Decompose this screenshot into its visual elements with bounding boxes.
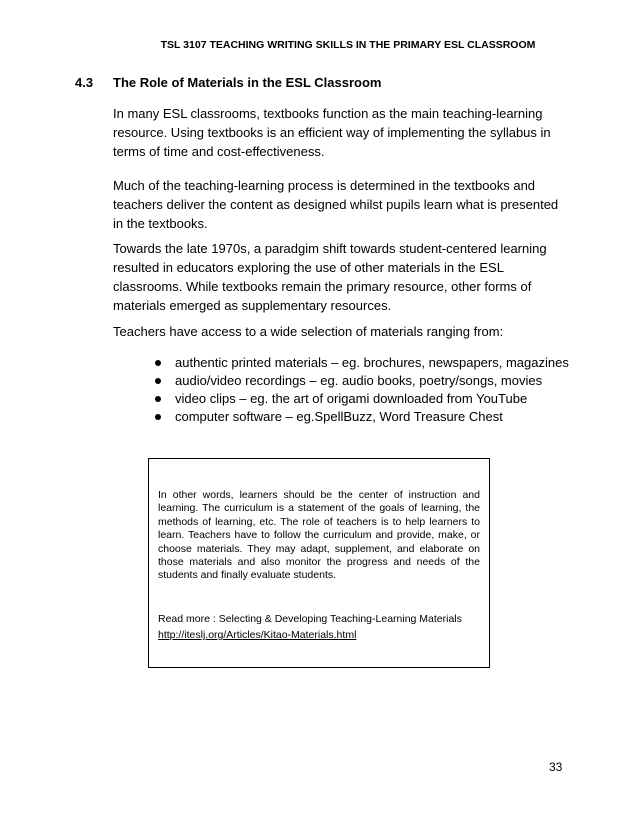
bullet-icon: [155, 396, 161, 402]
section-title: The Role of Materials in the ESL Classroom: [113, 75, 382, 90]
bullet-icon: [155, 378, 161, 384]
list-item-text: authentic printed materials – eg. brochures, newspapers, magazines: [175, 355, 569, 370]
section-number: 4.3: [75, 75, 94, 90]
page-number: 33: [549, 760, 563, 774]
list-item: [150, 408, 570, 426]
list-item: [150, 354, 570, 372]
paragraph-materials-intro: Teachers have access to a wide selection of materials ranging from:: [113, 324, 504, 339]
materials-list: [150, 354, 570, 426]
quote-box: [148, 458, 490, 668]
read-more-label: Read more : Selecting & Developing Teaching-Learning Materials: [158, 613, 462, 625]
list-item-text: video clips – eg. the art of origami downloaded from YouTube: [175, 391, 528, 406]
read-more: [158, 611, 480, 643]
running-header: TSL 3107 TEACHING WRITING SKILLS IN THE PRIMARY ESL CLASSROOM: [160, 39, 536, 51]
list-item-text: audio/video recordings – eg. audio books, poetry/songs, movies: [175, 373, 543, 388]
bullet-icon: [155, 414, 161, 420]
list-item: [150, 372, 570, 390]
list-item: [150, 390, 570, 408]
paragraph-teaching-process: Much of the teaching-learning process is determined in the textbooks and teachers deliver the content as designed whilst pupils learn what is presented in the textbooks.: [113, 178, 559, 231]
paragraph-textbooks: In many ESL classrooms, textbooks function as the main teaching-learning resource. Using textbooks is an efficient way of implementing the syllabus in terms of time and cost-effectiveness.: [113, 106, 551, 159]
quote-text: In other words, learners should be the center of instruction and learning. The curriculum is a statement of the goals of learning, the methods of learning, etc. The role of teachers is to help learners to learn. Teachers have to follow the curriculum and provide, make, or choose materials. They may adapt, supplement, and elaborate on those materials and also monitor the progress and needs of the students and finally evaluate students.: [158, 489, 480, 582]
paragraph-paradigm-shift: Towards the late 1970s, a paradgim shift towards student-centered learning resulted in educators exploring the use of other materials in the ESL classrooms. While textbooks remain the primary resource, other forms of materials emerged as supplementary resources.: [113, 241, 547, 313]
bullet-icon: [155, 360, 161, 366]
source-link[interactable]: http://iteslj.org/Articles/Kitao-Materials.html: [158, 629, 357, 641]
list-item-text: computer software – eg.SpellBuzz, Word Treasure Chest: [175, 409, 503, 424]
